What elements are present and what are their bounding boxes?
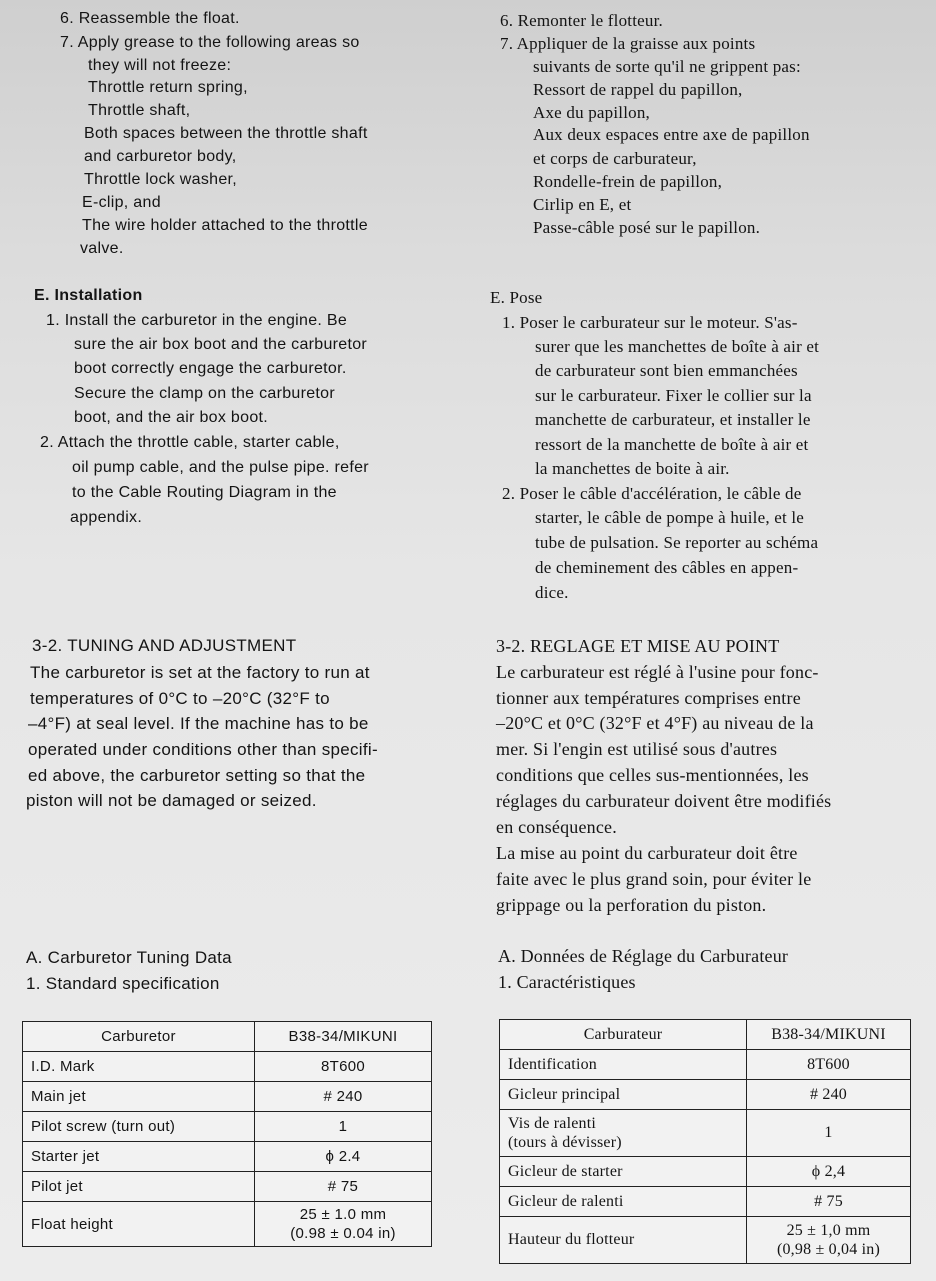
table-row bbox=[500, 1020, 911, 1050]
pose-line: ressort de la manchette de boîte à air et bbox=[535, 435, 809, 454]
table-cell: B38-34/MIKUNI bbox=[255, 1022, 432, 1052]
pose-line: 2. Poser le câble d'accélération, le câble de bbox=[502, 484, 802, 503]
table-cell: 8T600 bbox=[255, 1052, 432, 1082]
table-cell: Pilot screw (turn out) bbox=[23, 1112, 255, 1142]
pose-line: surer que les manchettes de boîte à air et bbox=[535, 337, 820, 356]
pose-line: sur le carburateur. Fixer le collier sur la bbox=[535, 386, 812, 405]
step-7-line: Throttle return spring, bbox=[88, 79, 248, 96]
step-7-line: and carburetor body, bbox=[84, 148, 237, 165]
reglage-line: –20°C et 0°C (32°F et 4°F) au niveau de la bbox=[496, 713, 814, 733]
step-7-line: E-clip, and bbox=[82, 194, 161, 211]
tuning-line: operated under conditions other than specifi- bbox=[28, 740, 378, 759]
table-cell: Gicleur principal bbox=[500, 1080, 747, 1110]
tuning-line: ed above, the carburetor setting so that the bbox=[28, 766, 366, 785]
tuning-heading: 3-2. TUNING AND ADJUSTMENT bbox=[32, 636, 297, 655]
reglage-line: réglages du carburateur doivent être modifiés bbox=[496, 791, 832, 811]
table-row bbox=[500, 1187, 911, 1217]
step-7-line: Throttle shaft, bbox=[88, 102, 191, 119]
table-cell: # 75 bbox=[747, 1187, 911, 1217]
table-cell: 1 bbox=[255, 1112, 432, 1142]
installation-line: Secure the clamp on the carburetor bbox=[74, 385, 336, 402]
table-cell bbox=[500, 1110, 747, 1157]
table-cell: ϕ 2,4 bbox=[747, 1157, 911, 1187]
step-7-line: valve. bbox=[80, 240, 124, 257]
pose-line: manchette de carburateur, et installer le bbox=[535, 410, 811, 429]
pilot-screw-label: Vis de ralenti bbox=[508, 1115, 597, 1132]
table-row bbox=[500, 1157, 911, 1187]
table-cell: # 240 bbox=[255, 1082, 432, 1112]
fr-step-7-line: Axe du papillon, bbox=[533, 103, 650, 122]
tuning-line: piston will not be damaged or seized. bbox=[26, 791, 317, 810]
table-row bbox=[500, 1217, 911, 1264]
reglage-line: La mise au point du carburateur doit être bbox=[496, 843, 798, 863]
installation-line: sure the air box boot and the carburetor bbox=[74, 336, 368, 353]
table-cell: Pilot jet bbox=[23, 1172, 255, 1202]
reglage-line: tionner aux températures comprises entre bbox=[496, 688, 801, 708]
table-cell: Hauteur du flotteur bbox=[500, 1217, 747, 1264]
pose-heading: E. Pose bbox=[490, 288, 543, 307]
french-spec-table bbox=[499, 1019, 911, 1264]
step-6: 6. Reassemble the float. bbox=[60, 10, 240, 27]
reglage-line: en conséquence. bbox=[496, 817, 617, 837]
table-cell: Identification bbox=[500, 1050, 747, 1080]
table-cell: 1 bbox=[747, 1110, 911, 1157]
pose-line: dice. bbox=[535, 583, 569, 602]
table-cell: # 75 bbox=[255, 1172, 432, 1202]
tuning-line: temperatures of 0°C to –20°C (32°F to bbox=[30, 689, 330, 708]
step-7-line: Throttle lock washer, bbox=[84, 171, 238, 188]
fr-spec-heading: 1. Caractéristiques bbox=[498, 972, 636, 992]
data-heading: A. Carburetor Tuning Data bbox=[26, 948, 232, 967]
reglage-heading: 3-2. REGLAGE ET MISE AU POINT bbox=[496, 636, 780, 656]
step-7-line: The wire holder attached to the throttle bbox=[82, 217, 368, 234]
installation-line: 1. Install the carburetor in the engine. Be bbox=[46, 312, 348, 329]
table-cell: Starter jet bbox=[23, 1142, 255, 1172]
fr-step-7-line: suivants de sorte qu'il ne grippent pas: bbox=[533, 57, 801, 76]
reglage-line: faite avec le plus grand soin, pour éviter le bbox=[496, 869, 812, 889]
pose-line: de carburateur sont bien emmanchées bbox=[535, 361, 798, 380]
fr-step-7-line: Passe-câble posé sur le papillon. bbox=[533, 218, 761, 237]
table-cell: Gicleur de starter bbox=[500, 1157, 747, 1187]
reglage-line: mer. Si l'engin est utilisé sous d'autres bbox=[496, 739, 778, 759]
table-row bbox=[500, 1110, 911, 1157]
reglage-line: conditions que celles sus-mentionnées, les bbox=[496, 765, 809, 785]
table-row bbox=[500, 1050, 911, 1080]
tuning-line: The carburetor is set at the factory to run at bbox=[30, 663, 370, 682]
step-7-line: Both spaces between the throttle shaft bbox=[84, 125, 368, 142]
table-cell: # 240 bbox=[747, 1080, 911, 1110]
float-height-in: (0.98 ± 0.04 in) bbox=[290, 1225, 396, 1242]
installation-line: to the Cable Routing Diagram in the bbox=[72, 484, 337, 501]
fr-data-heading: A. Données de Réglage du Carburateur bbox=[498, 946, 789, 966]
pose-line: la manchettes de boite à air. bbox=[535, 459, 730, 478]
pose-line: 1. Poser le carburateur sur le moteur. S'as- bbox=[502, 313, 798, 332]
fr-step-7-line: Ressort de rappel du papillon, bbox=[533, 80, 743, 99]
table-cell: B38-34/MIKUNI bbox=[747, 1020, 911, 1050]
pose-line: tube de pulsation. Se reporter au schéma bbox=[535, 533, 819, 552]
table-cell: Main jet bbox=[23, 1082, 255, 1112]
table-cell: ϕ 2.4 bbox=[255, 1142, 432, 1172]
fr-step-7-line: Rondelle-frein de papillon, bbox=[533, 172, 723, 191]
installation-heading: E. Installation bbox=[34, 287, 143, 304]
fr-step-6: 6. Remonter le flotteur. bbox=[500, 11, 663, 30]
float-height-in: (0,98 ± 0,04 in) bbox=[776, 1241, 881, 1258]
pose-line: de cheminement des câbles en appen- bbox=[535, 558, 799, 577]
table-row bbox=[500, 1080, 911, 1110]
table-cell: 8T600 bbox=[747, 1050, 911, 1080]
table-cell: Gicleur de ralenti bbox=[500, 1187, 747, 1217]
fr-step-7-line: Aux deux espaces entre axe de papillon bbox=[533, 125, 810, 144]
float-height-mm: 25 ± 1,0 mm bbox=[786, 1222, 871, 1239]
reglage-line: Le carburateur est réglé à l'usine pour fonc- bbox=[496, 662, 819, 682]
table-cell: Carburateur bbox=[500, 1020, 747, 1050]
installation-line: appendix. bbox=[70, 509, 143, 526]
reglage-line: grippage ou la perforation du piston. bbox=[496, 895, 767, 915]
spec-heading: 1. Standard specification bbox=[26, 974, 220, 993]
pilot-screw-sublabel: (tours à dévisser) bbox=[508, 1134, 622, 1151]
table-cell: Float height bbox=[23, 1202, 255, 1247]
table-cell bbox=[747, 1217, 911, 1264]
step-7: 7. Apply grease to the following areas so bbox=[60, 34, 360, 51]
installation-line: 2. Attach the throttle cable, starter cable, bbox=[40, 434, 340, 451]
installation-line: boot, and the air box boot. bbox=[74, 409, 269, 426]
installation-line: oil pump cable, and the pulse pipe. refer bbox=[72, 459, 369, 476]
tuning-line: –4°F) at seal level. If the machine has to be bbox=[28, 714, 369, 733]
float-height-mm: 25 ± 1.0 mm bbox=[299, 1206, 387, 1223]
table-cell: I.D. Mark bbox=[23, 1052, 255, 1082]
installation-line: boot correctly engage the carburetor. bbox=[74, 360, 347, 377]
fr-step-7-line: et corps de carburateur, bbox=[533, 149, 697, 168]
step-7-line: they will not freeze: bbox=[88, 57, 232, 74]
pose-line: starter, le câble de pompe à huile, et le bbox=[535, 508, 805, 527]
table-cell: Carburetor bbox=[23, 1022, 255, 1052]
fr-step-7-line: Cirlip en E, et bbox=[533, 195, 632, 214]
fr-step-7: 7. Appliquer de la graisse aux points bbox=[500, 34, 756, 53]
